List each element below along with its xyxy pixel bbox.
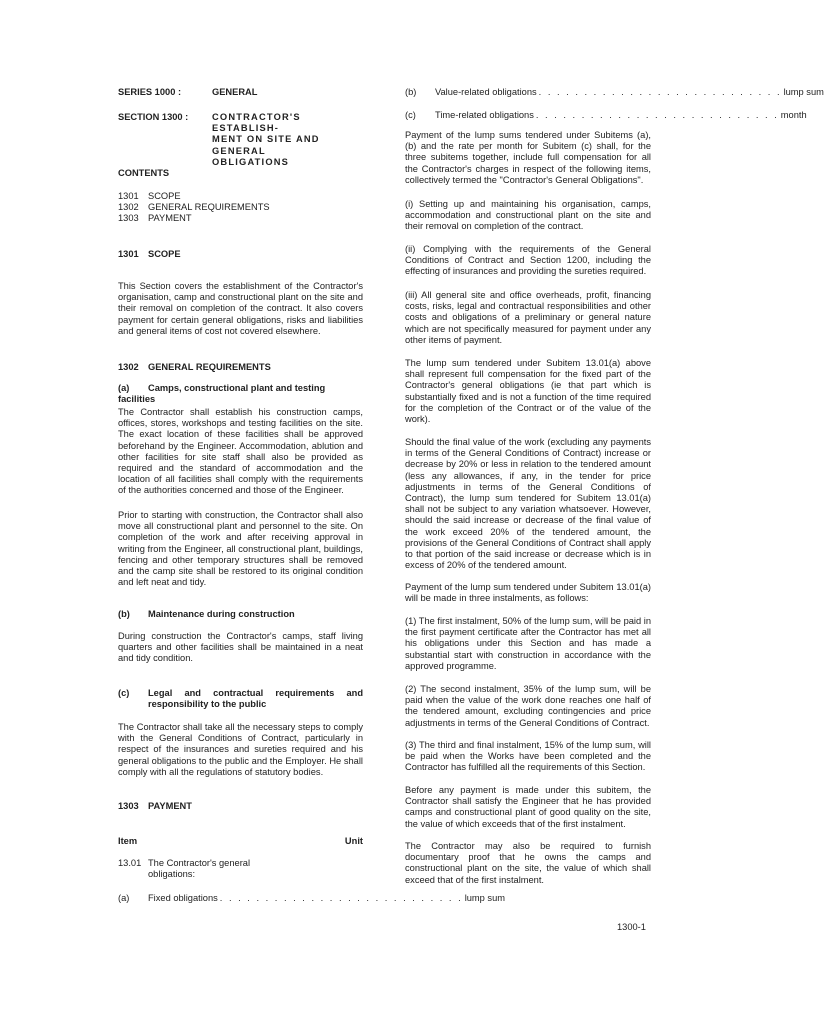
payment-paragraph: (3) The third and final instalment, 15% of the lump sum, will be paid when the Works have been completed and the Contractor has fulfilled all the requirements of this Section.: [405, 740, 651, 773]
subitem-label: (c): [405, 110, 416, 120]
payment-paragraph: The lump sum tendered under Subitem 13.01(a) above shall represent full compensation for the fixed part of the Contractor's general obligations (ie that part which is substantially fixed and is not a function of the time required for the completion of the Contract or of the value of the work).: [405, 358, 651, 425]
subheading-b: [118, 609, 363, 620]
contents-item-number: 1302: [118, 202, 139, 213]
heading-number: 1303: [118, 801, 139, 811]
subitem-label: (a): [118, 893, 130, 903]
payment-paragraph: (ii) Complying with the requirements of the General Conditions of Contract and Section 1200, including the effecting of insurances and providing the sureties required.: [405, 244, 651, 277]
heading-number: 1302: [118, 362, 139, 372]
legal-paragraph: The Contractor shall take all the necessary steps to comply with the General Conditions of Contract, particularly in respect of the insurances and sureties required and his general obligations to the public and the Employer. He shall comply with all the regulations of statutory bodies.: [118, 722, 363, 777]
series-value: GENERAL: [212, 87, 258, 97]
subheading-c: [118, 688, 363, 710]
contents-list: [118, 191, 363, 225]
contents-item[interactable]: [118, 191, 363, 202]
subitem-text: Time-related obligations: [435, 110, 534, 120]
item-description: The Contractor's general obligations:: [148, 858, 251, 880]
payment-paragraph: (iii) All general site and office overheads, profit, financing costs, risks, legal and contractual responsibilities and other costs and obligations of a preliminary or general nature which are not specifically measured for payment under any other items of payment.: [405, 290, 651, 345]
page-number: 1300-1: [617, 922, 646, 932]
subheading-title: Legal and contractual requirements and responsibility to the public: [148, 688, 363, 710]
heading-text: GENERAL REQUIREMENTS: [148, 362, 271, 372]
payment-paragraph: Should the final value of the work (excluding any payments in terms of the General Conditions of Contract) increase or decrease by 20% or less in relation to the tendered amount (less any allowances, if any, in the tender for price adjustments in terms of the General Conditions of Contract), the lump sum tendered for Subitem 13.01(a) shall not be subject to any variation whatsoever. However, should the said increase or decrease of the final value of the work exceed 20% of the tendered amount, the provisions of the General Conditions of Contract shall apply to that portion of the said increase or decrease which is in excess of 20% of the tendered amount.: [405, 437, 651, 571]
subitem-text: Fixed obligations: [148, 893, 218, 903]
payment-paragraph: (2) The second instalment, 35% of the lump sum, will be paid when the value of the work done reaches one half of the tendered amount, excluding contingencies and price adjustments in terms of the General Conditions of Contract.: [405, 684, 651, 728]
section-title-line: OBLIGATIONS: [212, 156, 290, 167]
contents-item-label: PAYMENT: [148, 213, 192, 224]
heading-text: PAYMENT: [148, 801, 192, 811]
heading-1302: [118, 362, 363, 373]
heading-number: 1301: [118, 249, 139, 259]
payment-paragraph: Payment of the lump sum tendered under Subitem 13.01(a) will be made in three instalments, as follows:: [405, 582, 651, 604]
subheading-title: Maintenance during construction: [148, 609, 295, 619]
payment-paragraph: (i) Setting up and maintaining his organisation, camps, accommodation and constructional plant on the site and their removal on completion of the contract.: [405, 199, 651, 232]
heading-1303: [118, 801, 363, 812]
payment-paragraph: Before any payment is made under this subitem, the Contractor shall satisfy the Engineer that he has provided camps and constructional plant of good quality on the site, the value of which exceeds that of the first instalment.: [405, 785, 651, 829]
subheading-label: (b): [118, 609, 130, 619]
series-label: SERIES 1000 :: [118, 87, 182, 97]
section-label: SECTION 1300 :: [118, 112, 189, 122]
section-title-line: CONTRACTOR'S ESTABLISH-: [212, 112, 301, 134]
subheading-label: (c): [118, 688, 130, 698]
subitem-unit: lump sum: [783, 87, 824, 97]
item-number: 13.01: [118, 858, 142, 868]
unit-column-header: Unit: [344, 836, 363, 846]
subitem-text: Value-related obligations: [435, 87, 537, 97]
maintenance-paragraph: During construction the Contractor's camps, staff living quarters and other facilities shall be maintained in a neat and tidy condition.: [118, 631, 363, 664]
subitem-label: (b): [405, 87, 417, 97]
dot-leader: . . . . . . . . . . . . . . . . . . . . . . . . . . .: [538, 87, 782, 97]
scope-paragraph: This Section covers the establishment of the Contractor's organisation, camp and constructional plant on the site and their removal on completion of the contract. It also covers payment for certain general obligations, risks and liabilities and general items of cost not covered elsewhere.: [118, 281, 363, 336]
dot-leader: . . . . . . . . . . . . . . . . . . . . . . . . . . .: [219, 893, 463, 903]
subitem-fixed-obligations: [118, 893, 505, 904]
item-column-header: Item: [118, 836, 138, 846]
contents-item-number: 1301: [118, 191, 139, 201]
contents-item[interactable]: [118, 213, 363, 224]
subitem-unit: lump sum: [464, 893, 505, 903]
section-title-line: MENT ON SITE AND GENERAL: [212, 134, 320, 156]
payment-paragraph: The Contractor may also be required to furnish documentary proof that he owns the camps and constructional plant on the site, the value of which shall exceed that of the first instalment.: [405, 841, 651, 885]
heading-1301: [118, 249, 363, 260]
subitem-value-related: [405, 87, 824, 98]
contents-item-label: SCOPE: [148, 191, 181, 201]
contents-item[interactable]: [118, 202, 363, 213]
payment-item-13-01: [118, 858, 363, 880]
section-header: [118, 112, 363, 168]
payment-paragraph: (1) The first instalment, 50% of the lump sum, will be paid in the first payment certificate after the Contractor has met all his obligations under this Section and has made a substantial start with construction in accordance with the approved programme.: [405, 616, 651, 671]
series-header: [118, 87, 363, 98]
contents-title: CONTENTS: [118, 168, 170, 178]
subitem-time-related: [405, 110, 807, 121]
contents-item-number: 1303: [118, 213, 139, 224]
subheading-label: (a): [118, 383, 130, 393]
payment-paragraph: Payment of the lump sums tendered under Subitems (a), (b) and the rate per month for Subitem (c) shall, for the three subitems together, include full compensation for all the Contractor's charges in respect of the following items, collectively termed the "Contractor's General Obligations".: [405, 130, 651, 185]
contents-item-label: GENERAL REQUIREMENTS: [148, 202, 270, 213]
camps-paragraph-1: The Contractor shall establish his construction camps, offices, stores, workshops and testing facilities on the site. The exact location of these facilities shall be approved beforehand by the Engineer. Accommodation, ablution and other facilities for site staff shall also be provided as required and the standard of accommodation and the location of all facilities shall comply with the requirements of the authorities concerned and those of the Engineer.: [118, 407, 363, 496]
dot-leader: . . . . . . . . . . . . . . . . . . . . . . . . . . .: [535, 110, 779, 120]
subheading-title: Camps, constructional plant and testing facilities: [118, 383, 326, 405]
heading-text: SCOPE: [148, 249, 181, 259]
subitem-unit: month: [780, 110, 807, 120]
subheading-a: [118, 383, 363, 405]
item-table-header: [118, 836, 363, 847]
section-title: [212, 112, 363, 168]
camps-paragraph-2: Prior to starting with construction, the Contractor shall also move all constructional plant and personnel to the site. On completion of the work and after receiving approval in writing from the Engineer, all constructional plant, buildings, fencing and other temporary structures shall be removed and the camp site shall be restored to its original condition and left neat and tidy.: [118, 510, 363, 588]
